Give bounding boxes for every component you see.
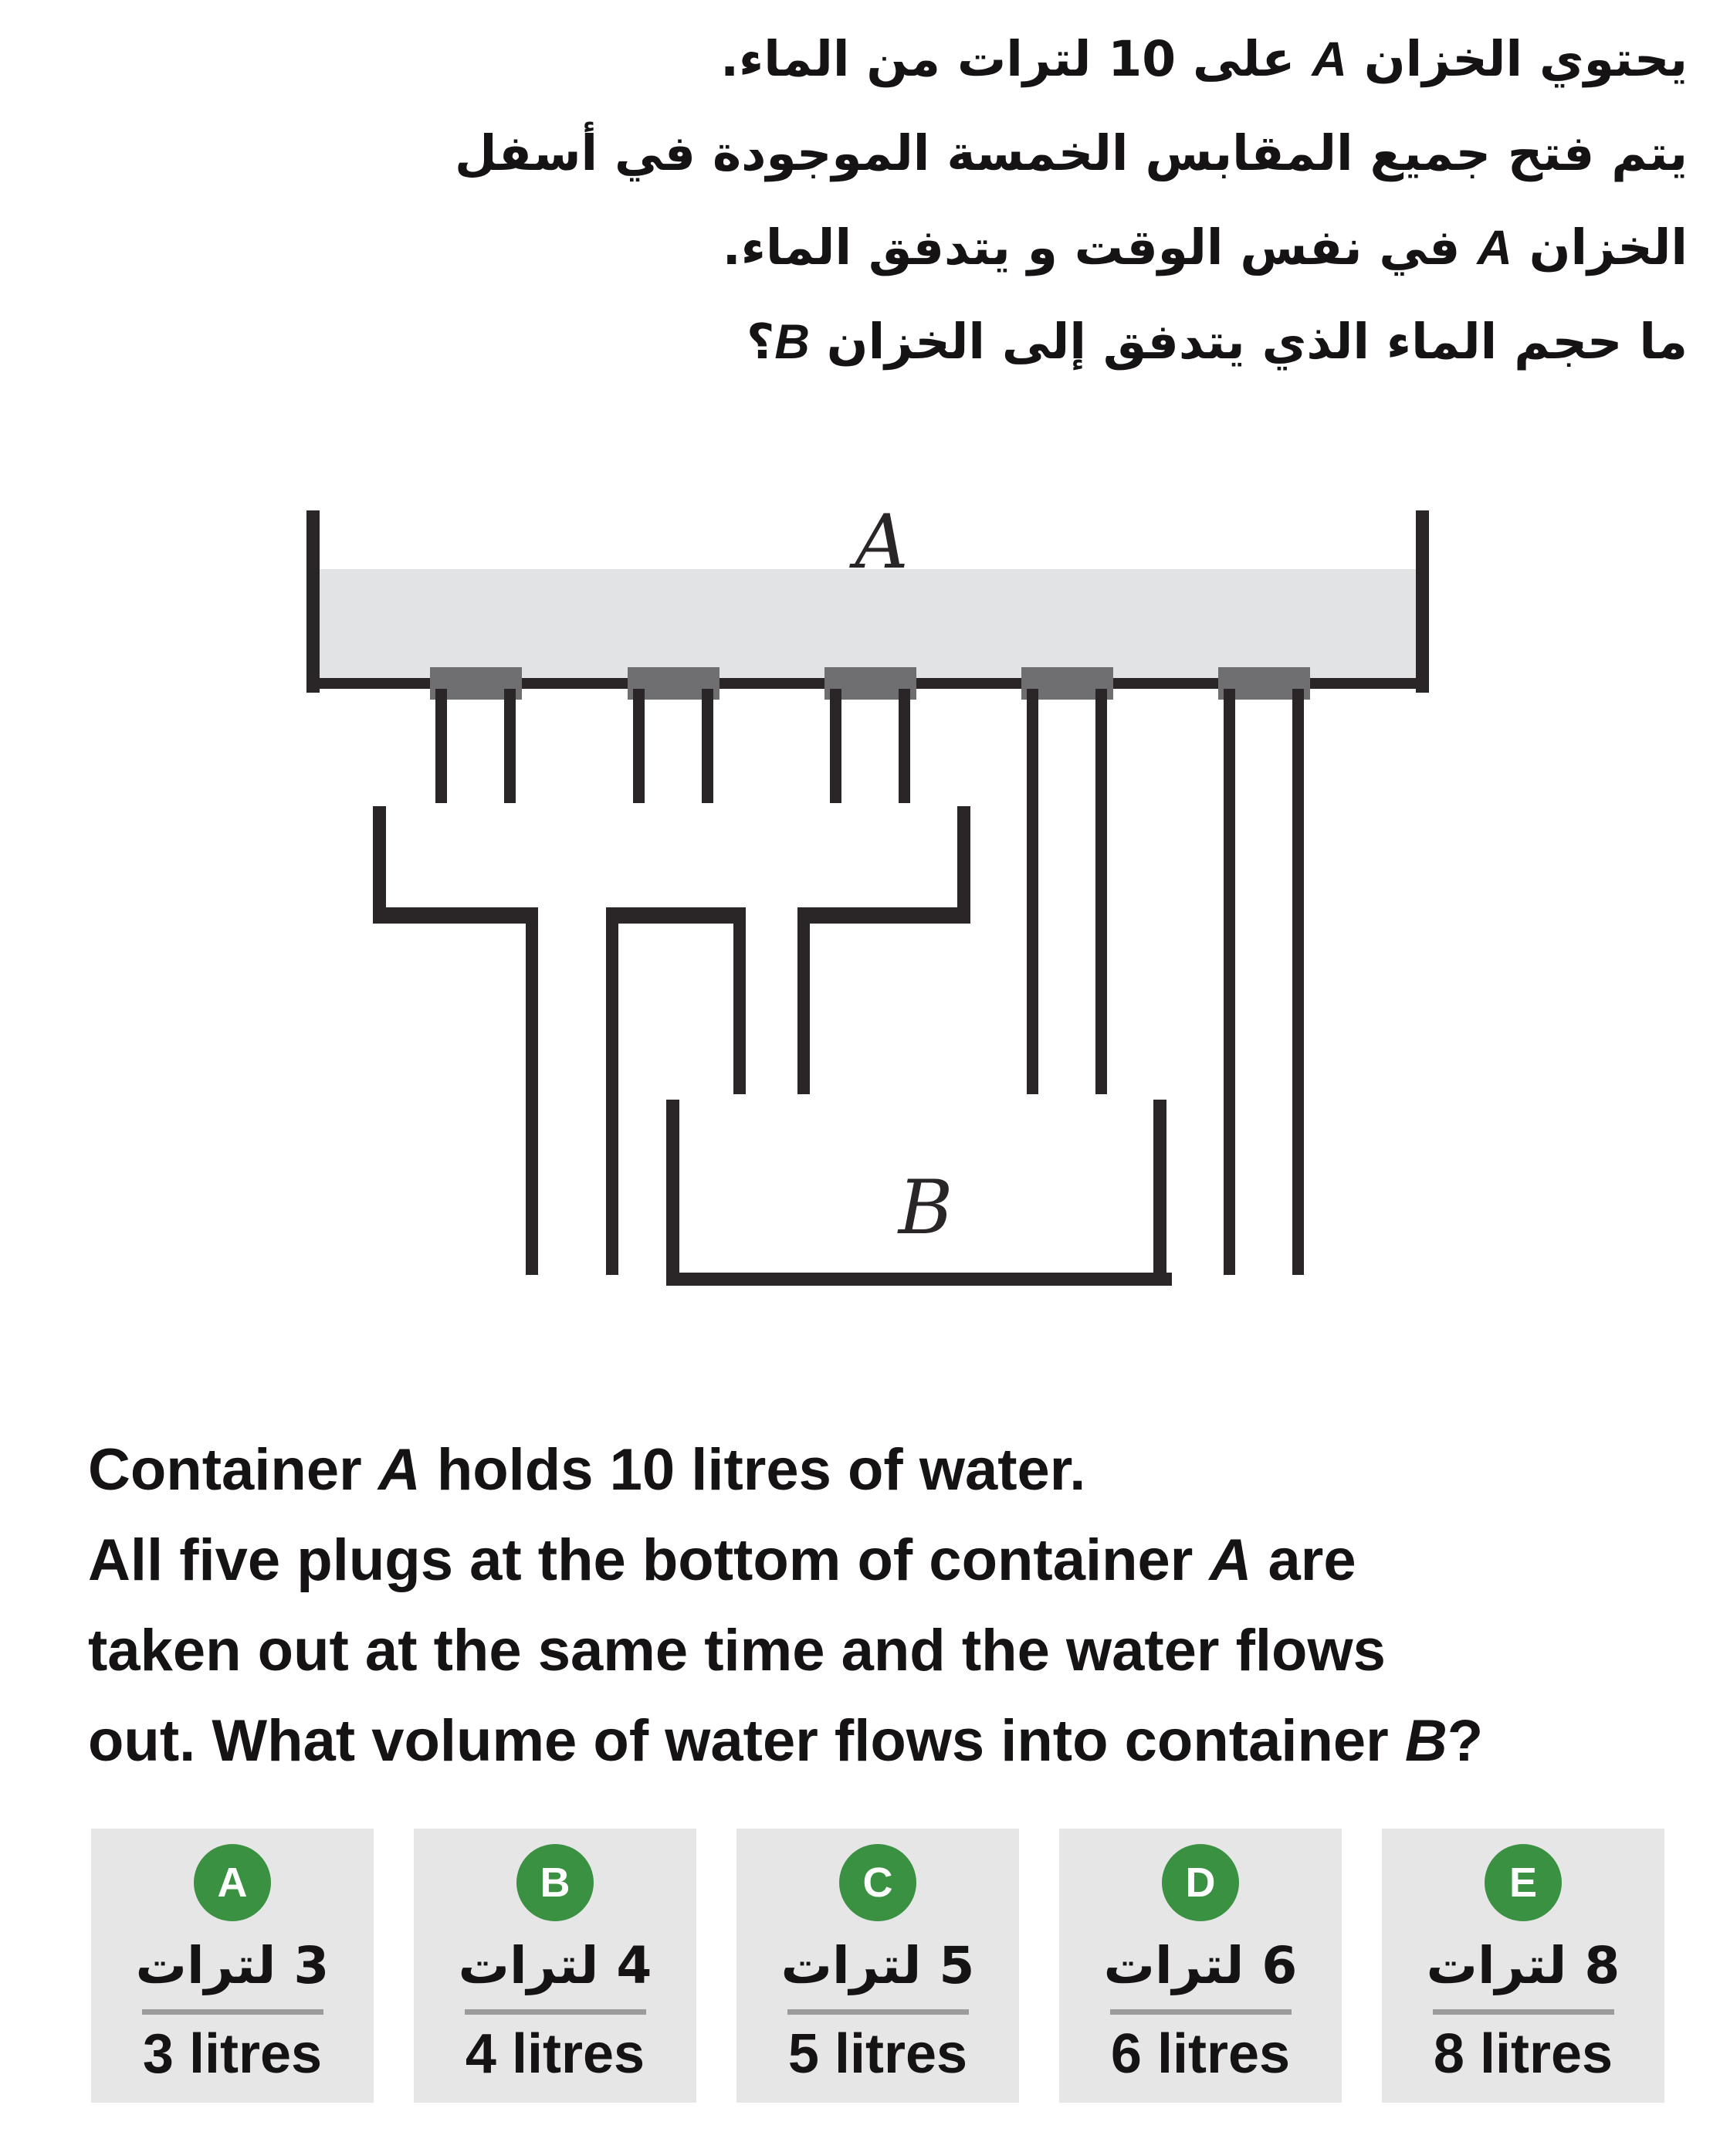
option-letter: C bbox=[862, 1859, 893, 1906]
container-b-wall-right bbox=[1153, 1100, 1166, 1286]
pipe-5-wall-right bbox=[1292, 689, 1304, 1275]
tray-wall-right bbox=[957, 806, 970, 924]
tray-outlet-1-wall-left bbox=[526, 907, 538, 1275]
option-letter: E bbox=[1508, 1859, 1538, 1906]
pipe-3-wall-right bbox=[899, 689, 910, 803]
option-divider bbox=[465, 2009, 646, 2015]
option-card-b[interactable] bbox=[414, 1829, 696, 2103]
option-divider bbox=[1433, 2009, 1614, 2015]
option-letter-badge bbox=[839, 1844, 916, 1921]
option-letter: D bbox=[1185, 1859, 1216, 1906]
option-card-d[interactable] bbox=[1059, 1829, 1342, 2103]
question-text-english bbox=[88, 1425, 1483, 1786]
container-a-wall-left bbox=[306, 510, 320, 693]
container-a-water bbox=[320, 569, 1416, 678]
option-value-english: 8 litres bbox=[1433, 2023, 1613, 2085]
option-card-c[interactable] bbox=[736, 1829, 1019, 2103]
tray-wall-left bbox=[373, 806, 386, 924]
option-letter-badge bbox=[1485, 1844, 1562, 1921]
option-value-arabic: 3 لترات bbox=[135, 1936, 330, 1995]
tray-outlet-1-wall-right bbox=[606, 907, 618, 1275]
option-value-english: 3 litres bbox=[142, 2023, 323, 2085]
arabic-line-1: يحتوي الخزان A على 10 لترات من الماء. bbox=[720, 31, 1688, 87]
tray-outlet-2-wall-left bbox=[733, 907, 746, 1094]
option-letter-badge bbox=[516, 1844, 594, 1921]
option-divider bbox=[142, 2009, 323, 2015]
pipe-2-wall-right bbox=[702, 689, 713, 803]
pipe-3-wall-left bbox=[830, 689, 841, 803]
option-value-english: 5 litres bbox=[787, 2023, 968, 2085]
option-value-english: 4 litres bbox=[465, 2023, 645, 2085]
water-flow-diagram bbox=[301, 499, 1436, 1290]
question-text-arabic bbox=[455, 12, 1688, 389]
option-card-a[interactable] bbox=[91, 1829, 374, 2103]
english-line-3: taken out at the same time and the water flows bbox=[88, 1618, 1386, 1683]
container-b-wall-left bbox=[666, 1100, 679, 1286]
english-line-4: out. What volume of water flows into container B? bbox=[88, 1708, 1484, 1774]
english-line-2: All five plugs at the bottom of container A are bbox=[88, 1527, 1356, 1593]
pipe-2-wall-left bbox=[633, 689, 645, 803]
pipe-1-wall-right bbox=[504, 689, 516, 803]
container-a-label: A bbox=[855, 499, 909, 585]
pipe-1-wall-left bbox=[435, 689, 447, 803]
english-line-1: Container A holds 10 litres of water. bbox=[88, 1437, 1086, 1503]
option-value-english: 6 litres bbox=[1110, 2023, 1291, 2085]
container-b-label: B bbox=[898, 1164, 953, 1251]
tray-bottom-left-segment bbox=[373, 907, 538, 924]
pipe-5-wall-left bbox=[1224, 689, 1235, 1275]
pipe-4-wall-left bbox=[1027, 689, 1038, 1094]
option-letter-badge bbox=[194, 1844, 271, 1921]
option-card-e[interactable] bbox=[1382, 1829, 1664, 2103]
option-value-arabic: 8 لترات bbox=[1426, 1936, 1620, 1995]
tray-bottom-right-segment bbox=[797, 907, 970, 924]
option-divider bbox=[1110, 2009, 1292, 2015]
tray-bottom-middle-segment bbox=[606, 907, 746, 924]
arabic-line-2: يتم فتح جميع المقابس الخمسة الموجودة في أسفل bbox=[455, 125, 1688, 181]
option-divider bbox=[787, 2009, 969, 2015]
pipe-4-wall-right bbox=[1095, 689, 1107, 1094]
container-a-wall-right bbox=[1416, 510, 1429, 693]
arabic-line-4: ما حجم الماء الذي يتدفق إلى الخزان B؟ bbox=[746, 314, 1688, 370]
option-value-arabic: 5 لترات bbox=[780, 1936, 975, 1995]
tray-outlet-2-wall-right bbox=[797, 907, 810, 1094]
arabic-line-3: الخزان A في نفس الوقت و يتدفق الماء. bbox=[722, 219, 1688, 276]
option-value-arabic: 4 لترات bbox=[458, 1936, 652, 1995]
option-letter-badge bbox=[1162, 1844, 1239, 1921]
container-b-bottom bbox=[666, 1273, 1172, 1286]
option-letter: B bbox=[540, 1859, 571, 1906]
option-letter: A bbox=[217, 1859, 248, 1906]
option-value-arabic: 6 لترات bbox=[1103, 1936, 1298, 1995]
